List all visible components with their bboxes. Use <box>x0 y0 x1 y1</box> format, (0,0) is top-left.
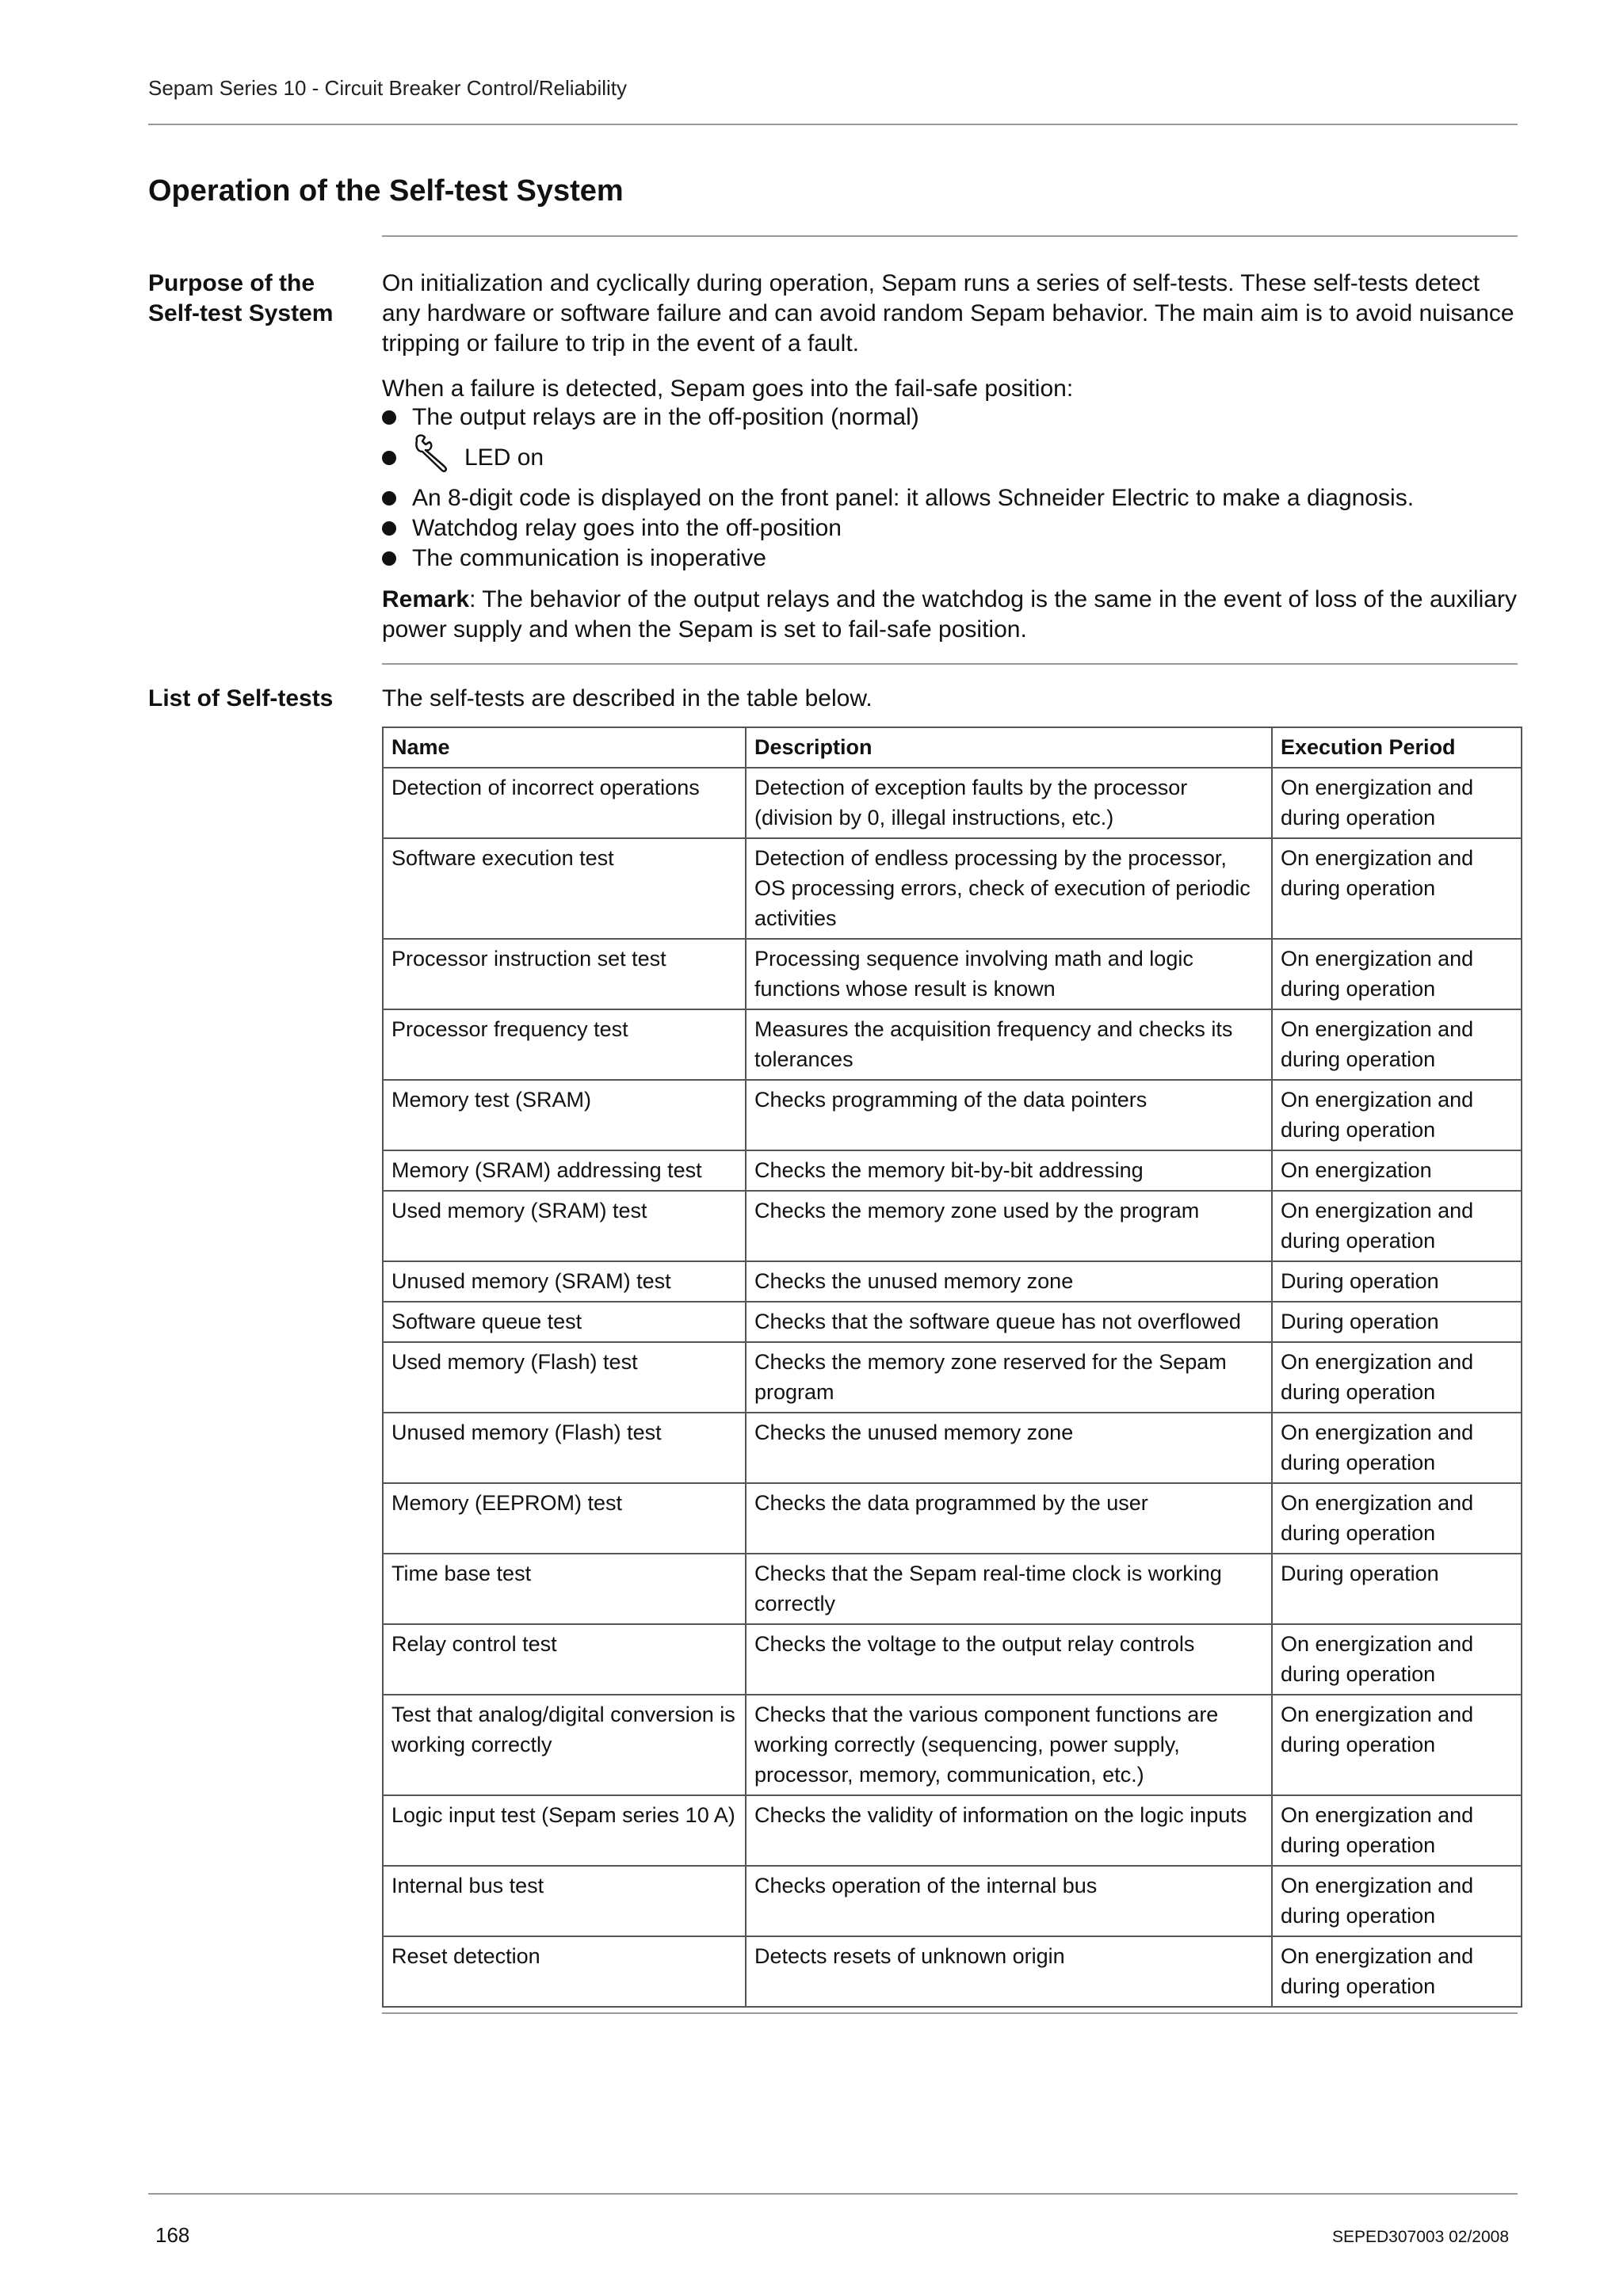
cell-name: Memory (SRAM) addressing test <box>383 1150 746 1191</box>
table-row <box>383 768 1522 838</box>
cell-execution-period: On energization and during operation <box>1272 1695 1522 1795</box>
cell-description: Detects resets of unknown origin <box>746 1936 1272 2007</box>
table-body <box>383 768 1522 2007</box>
cell-description: Checks the validity of information on the logic inputs <box>746 1795 1272 1866</box>
cell-name: Used memory (Flash) test <box>383 1342 746 1413</box>
remark-label: Remark <box>382 586 470 612</box>
cell-description: Checks programming of the data pointers <box>746 1080 1272 1150</box>
cell-name: Memory test (SRAM) <box>383 1080 746 1150</box>
title-divider <box>382 235 1518 237</box>
section-label-purpose: Purpose of the Self-test System <box>148 270 334 326</box>
column-header-execution-period: Execution Period <box>1272 727 1522 768</box>
cell-description: Detection of exception faults by the processor (division by 0, illegal instructions, etc.) <box>746 768 1272 838</box>
cell-description: Checks the voltage to the output relay controls <box>746 1624 1272 1695</box>
cell-description: Detection of endless processing by the processor, OS processing errors, check of execution of periodic activities <box>746 838 1272 939</box>
cell-name: Used memory (SRAM) test <box>383 1191 746 1261</box>
bullet-dot-icon <box>382 551 396 566</box>
table-end-divider <box>382 2012 1518 2014</box>
cell-name: Internal bus test <box>383 1866 746 1936</box>
cell-execution-period: On energization and during operation <box>1272 1342 1522 1413</box>
cell-execution-period: On energization and during operation <box>1272 1866 1522 1936</box>
cell-description: Checks the unused memory zone <box>746 1261 1272 1302</box>
cell-execution-period: On energization and during operation <box>1272 768 1522 838</box>
cell-execution-period: On energization and during operation <box>1272 1080 1522 1150</box>
fail-safe-intro: When a failure is detected, Sepam goes into the fail-safe position: <box>382 376 1074 402</box>
list-item <box>382 402 919 433</box>
bullet-dot-icon <box>382 410 396 425</box>
section-label-list: List of Self-tests <box>148 685 334 711</box>
bullet-text: An 8-digit code is displayed on the front panel: it allows Schneider Electric to make a diagnosis. <box>412 485 1415 511</box>
cell-execution-period: On energization and during operation <box>1272 1191 1522 1261</box>
purpose-intro-paragraph: On initialization and cyclically during operation, Sepam runs a series of self-tests. These self-tests detect any hardware or software failure and can avoid random Sepam behavior. The main aim is to avoid nuisance tripping or failure to trip in the event of a fault. <box>382 270 1514 357</box>
table-row <box>383 1413 1522 1483</box>
table-row <box>383 1695 1522 1795</box>
cell-execution-period: On energization and during operation <box>1272 939 1522 1009</box>
cell-description: Checks the data programmed by the user <box>746 1483 1272 1554</box>
list-item <box>382 543 766 574</box>
table-row <box>383 1554 1522 1624</box>
table-header-row <box>383 727 1522 768</box>
bullet-text: The communication is inoperative <box>412 545 766 571</box>
wrench-icon <box>412 434 456 472</box>
cell-name: Unused memory (SRAM) test <box>383 1261 746 1302</box>
table-row <box>383 1866 1522 1936</box>
table-row <box>383 1483 1522 1554</box>
table-row <box>383 1150 1522 1191</box>
bullet-dot-icon <box>382 491 396 505</box>
cell-description: Checks that the various component functions are working correctly (sequencing, power supply, processor, memory, communication, etc.) <box>746 1695 1272 1795</box>
cell-name: Memory (EEPROM) test <box>383 1483 746 1554</box>
section-divider <box>382 663 1518 665</box>
cell-execution-period: On energization and during operation <box>1272 838 1522 939</box>
table-row <box>383 1795 1522 1866</box>
footer-divider <box>148 2193 1518 2195</box>
document-reference: SEPED307003 02/2008 <box>1331 2228 1509 2246</box>
bullet-text: Watchdog relay goes into the off-position <box>412 515 842 541</box>
cell-description: Measures the acquisition frequency and checks its tolerances <box>746 1009 1272 1080</box>
bullet-dot-icon <box>382 451 396 465</box>
running-header: Sepam Series 10 - Circuit Breaker Control/Reliability <box>148 76 628 100</box>
cell-execution-period: On energization and during operation <box>1272 1795 1522 1866</box>
bullet-text: LED on <box>464 444 544 471</box>
cell-name: Software queue test <box>383 1302 746 1342</box>
table-row <box>383 1080 1522 1150</box>
page-number: 168 <box>155 2223 190 2247</box>
cell-execution-period: During operation <box>1272 1554 1522 1624</box>
table-row <box>383 1342 1522 1413</box>
cell-name: Logic input test (Sepam series 10 A) <box>383 1795 746 1866</box>
list-item <box>382 483 1414 513</box>
column-header-description: Description <box>746 727 1272 768</box>
cell-execution-period: On energization and during operation <box>1272 1624 1522 1695</box>
cell-description: Checks the memory zone reserved for the Sepam program <box>746 1342 1272 1413</box>
cell-execution-period: On energization <box>1272 1150 1522 1191</box>
table-row <box>383 1936 1522 2007</box>
cell-description: Processing sequence involving math and logic functions whose result is known <box>746 939 1272 1009</box>
cell-execution-period: On energization and during operation <box>1272 1009 1522 1080</box>
header-divider <box>148 124 1518 125</box>
table-row <box>383 1302 1522 1342</box>
cell-description: Checks operation of the internal bus <box>746 1866 1272 1936</box>
cell-name: Software execution test <box>383 838 746 939</box>
list-item <box>382 513 842 543</box>
list-item <box>382 439 544 477</box>
cell-description: Checks the memory bit-by-bit addressing <box>746 1150 1272 1191</box>
table-row <box>383 939 1522 1009</box>
cell-description: Checks that the software queue has not overflowed <box>746 1302 1272 1342</box>
cell-name: Relay control test <box>383 1624 746 1695</box>
bullet-text: The output relays are in the off-position (normal) <box>412 404 919 430</box>
cell-execution-period: On energization and during operation <box>1272 1936 1522 2007</box>
self-tests-table <box>382 727 1522 2008</box>
cell-execution-period: On energization and during operation <box>1272 1413 1522 1483</box>
cell-name: Detection of incorrect operations <box>383 768 746 838</box>
table-row <box>383 1191 1522 1261</box>
remark-text: : The behavior of the output relays and the watchdog is the same in the event of loss of the auxiliary power supply and when the Sepam is set to fail-safe position. <box>382 586 1517 643</box>
table-row <box>383 1009 1522 1080</box>
cell-name: Test that analog/digital conversion is working correctly <box>383 1695 746 1795</box>
cell-name: Reset detection <box>383 1936 746 2007</box>
remark-paragraph <box>382 585 1523 645</box>
cell-name: Time base test <box>383 1554 746 1624</box>
table-intro: The self-tests are described in the table below. <box>382 685 873 711</box>
table-row <box>383 838 1522 939</box>
table-row <box>383 1261 1522 1302</box>
page-title: Operation of the Self-test System <box>148 174 624 208</box>
bullet-dot-icon <box>382 521 396 536</box>
column-header-name: Name <box>383 727 746 768</box>
cell-execution-period: During operation <box>1272 1302 1522 1342</box>
cell-execution-period: During operation <box>1272 1261 1522 1302</box>
cell-name: Processor instruction set test <box>383 939 746 1009</box>
cell-description: Checks the unused memory zone <box>746 1413 1272 1483</box>
table-row <box>383 1624 1522 1695</box>
cell-name: Processor frequency test <box>383 1009 746 1080</box>
cell-description: Checks the memory zone used by the program <box>746 1191 1272 1261</box>
cell-name: Unused memory (Flash) test <box>383 1413 746 1483</box>
cell-execution-period: On energization and during operation <box>1272 1483 1522 1554</box>
cell-description: Checks that the Sepam real-time clock is working correctly <box>746 1554 1272 1624</box>
